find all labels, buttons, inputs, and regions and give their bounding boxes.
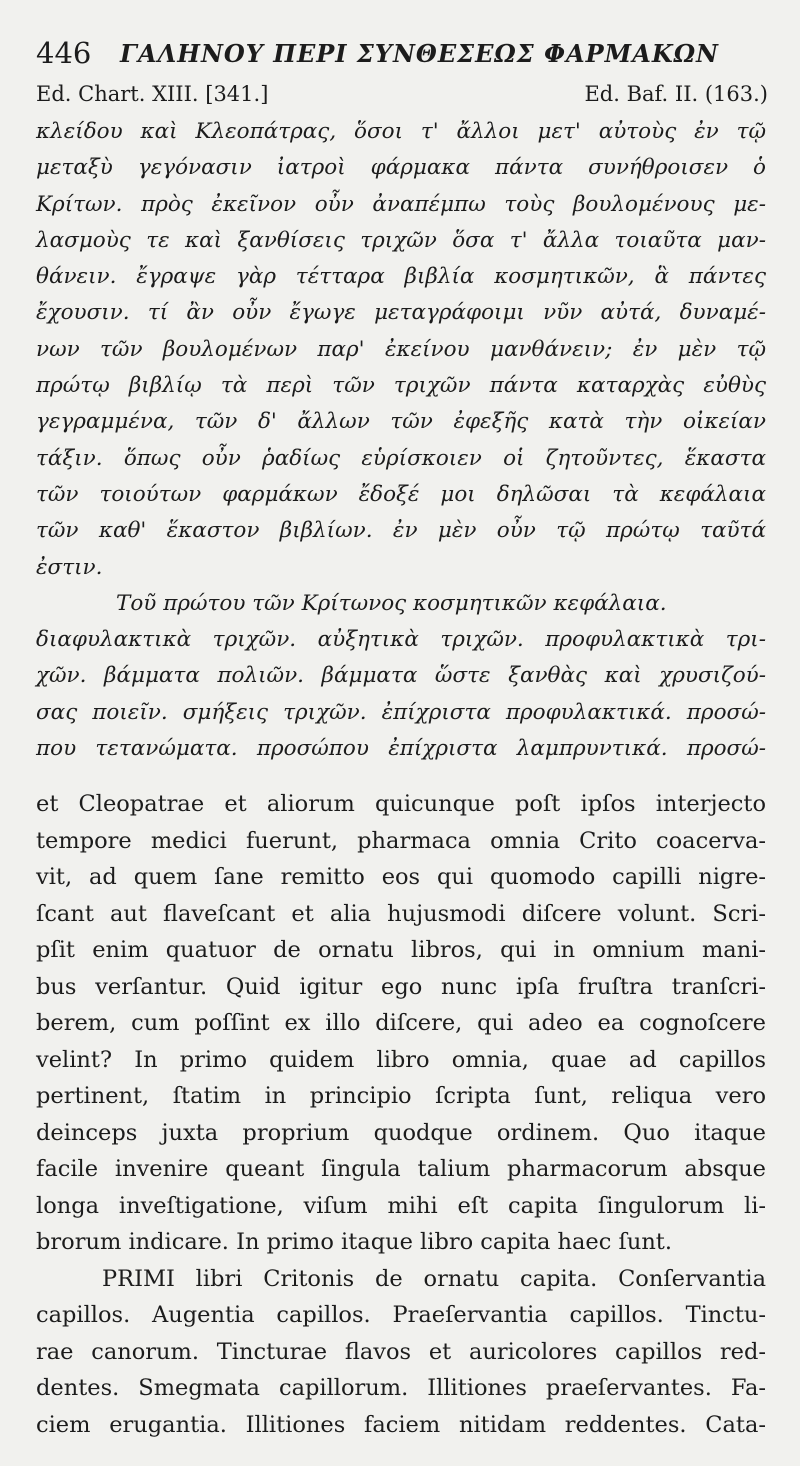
greek-line: θάνειν. ἔγραψε γὰρ τέτταρα βιβλία κοσμητικῶν, ἃ πάντες (36, 264, 766, 290)
page-number: 446 (36, 36, 92, 70)
edition-reference-line (36, 82, 768, 112)
latin-text-block (36, 786, 766, 1443)
greek-line: σας ποιεῖν. σμήξεις τριχῶν. ἐπίχριστα προφυλακτικά. προσώ- (36, 699, 766, 725)
latin-line: dentes. Smegmata capillorum. Illitiones praeſervantes. Fa- (36, 1375, 766, 1401)
greek-line: πρώτῳ βιβλίῳ τὰ περὶ τῶν τριχῶν πάντα καταρχὰς εὐθὺς (36, 373, 766, 399)
latin-line: berem, cum poſſint ex illo diſcere, qui adeo ea cognoſcere (36, 1010, 766, 1036)
edition-reference-right: Ed. Baf. II. (163.) (584, 82, 768, 106)
greek-line: λασμοὺς τε καὶ ξανθίσεις τριχῶν ὅσα τ' ἄλλα τοιαῦτα μαν- (36, 227, 766, 253)
greek-chapter-heading: Τοῦ πρώτου τῶν Κρίτωνος κοσμητικῶν κεφάλαια. (116, 590, 667, 616)
latin-line: longa inveſtigatione, viſum mihi eſt capita ſingulorum li- (36, 1192, 766, 1219)
greek-line: τῶν τοιούτων φαρμάκων ἔδοξέ μοι δηλῶσαι τὰ κεφάλαια (36, 481, 766, 507)
latin-line: ſcant aut flaveſcant et alia hujusmodi diſcere volunt. Scri- (36, 900, 766, 927)
latin-line: deinceps juxta proprium quodque ordinem. Quo itaque (36, 1119, 766, 1146)
latin-line: brorum indicare. In primo itaque libro capita haec ſunt. (36, 1229, 672, 1255)
latin-line: velint? In primo quidem libro omnia, quae ad capillos (36, 1046, 766, 1073)
latin-line: et Cleopatrae et aliorum quicunque poſt ipſos interjecto (36, 791, 766, 817)
edition-reference-left: Ed. Chart. XIII. [341.] (36, 82, 269, 106)
greek-line: κλείδου καὶ Κλεοπάτρας, ὅσοι τ' ἄλλοι μετ' αὐτοὺς ἐν τῷ (36, 119, 766, 144)
latin-line: vit, ad quem ſane remitto eos qui quomodo capilli nigre- (36, 864, 766, 890)
greek-line: ἔχουσιν. τί ἂν οὖν ἔγωγε μεταγράφοιμι νῦν αὐτά, δυναμέ- (36, 300, 766, 326)
latin-line: rae canorum. Tincturae flavos et auricolores capillos red- (36, 1338, 766, 1365)
greek-line: μεταξὺ γεγόνασιν ἰατροὶ φάρμακα πάντα συνήθροισεν ὁ (36, 155, 766, 181)
greek-line: νων τῶν βουλομένων παρ' ἐκείνου μανθάνειν; ἐν μὲν τῷ (36, 336, 766, 362)
latin-line: capillos. Augentia capillos. Praeſervantia capillos. Tinctu- (36, 1302, 766, 1328)
latin-line: ciem erugantia. Illitiones faciem nitidam reddentes. Cata- (36, 1411, 766, 1438)
latin-line: pertinent, ſtatim in principio ſcripta ſunt, reliqua vero (36, 1083, 766, 1109)
running-title: ΓΑΛΗΝΟΥ ΠΕΡΙ ΣΥΝΘΕΣΕΩΣ ΦΑΡΜΑΚΩΝ (120, 39, 719, 68)
latin-line: pſit enim quatuor de ornatu libros, qui in omnium mani- (36, 937, 766, 963)
greek-line: τάξιν. ὅπως οὖν ῥαδίως εὑρίσκοιεν οἱ ζητοῦντες, ἕκαστα (36, 445, 766, 471)
greek-line: τῶν καθ' ἕκαστον βιβλίων. ἐν μὲν οὖν τῷ πρώτῳ ταῦτά (36, 518, 766, 544)
latin-line: bus verſantur. Quid igitur ego nunc ipſa fruſtra tranſcri- (36, 973, 766, 1000)
latin-chapter-heading: PRIMI libri Critonis de ornatu capita. Conſervantia (102, 1265, 766, 1292)
greek-line: που τετανώματα. προσώπου ἐπίχριστα λαμπρυντικά. προσώ- (36, 736, 766, 762)
latin-line: tempore medici fuerunt, pharmaca omnia Crito coacerva- (36, 827, 766, 854)
greek-line: χῶν. βάμματα πολιῶν. βάμματα ὥστε ξανθὰς καὶ χρυσιζού- (36, 663, 766, 689)
greek-text-block (36, 114, 766, 767)
greek-line: Κρίτων. πρὸς ἐκεῖνον οὖν ἀναπέμπω τοὺς βουλομένους με- (36, 191, 766, 217)
latin-line: facile invenire queant ſingula talium pharmacorum absque (36, 1156, 766, 1182)
greek-line: ἐστιν. (36, 554, 103, 580)
greek-line: διαφυλακτικὰ τριχῶν. αὐξητικὰ τριχῶν. προφυλακτικὰ τρι- (36, 627, 766, 653)
greek-line: γεγραμμένα, τῶν δ' ἄλλων τῶν ἐφεξῆς κατὰ τὴν οἰκείαν (36, 409, 766, 435)
page-header (36, 36, 766, 72)
